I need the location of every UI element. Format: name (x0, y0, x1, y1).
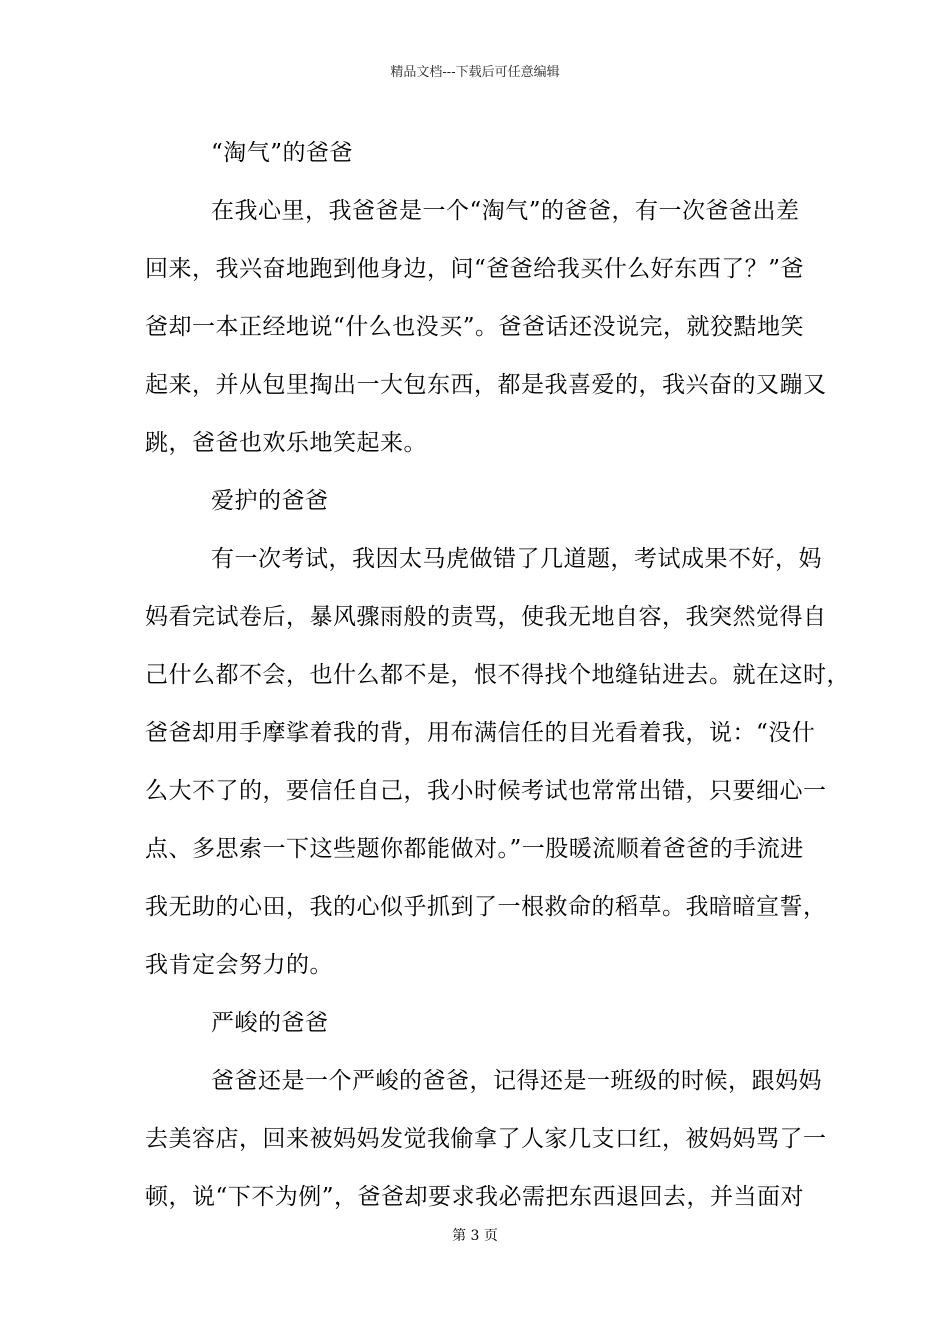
section-heading-naughty-dad: “淘气”的爸爸 (211, 140, 354, 166)
paragraph-line: 跳，爸爸也欢乐地笑起来。 (145, 430, 427, 456)
paragraph-line: 妈看完试卷后，暴风骤雨般的责骂，使我无地自容，我突然觉得自 (145, 604, 827, 630)
paragraph-line: 起来，并从包里掏出一大包东西，都是我喜爱的，我兴奋的又蹦又 (145, 372, 827, 398)
paragraph-line: 己什么都不会，也什么都不是，恨不得找个地缝钻进去。就在这时， (145, 662, 850, 688)
paragraph-line: 有一次考试，我因太马虎做错了几道题，考试成果不好，妈 (211, 546, 822, 572)
page-header: 精品文档---下载后可任意编辑 (390, 65, 560, 80)
section-heading-strict-dad: 严峻的爸爸 (211, 1010, 329, 1036)
paragraph-line: 去美容店，回来被妈妈发觉我偷拿了人家几支口红，被妈妈骂了一 (145, 1126, 827, 1152)
paragraph-line: 回来，我兴奋地跑到他身边，问“爸爸给我买什么好东西了？”爸 (145, 256, 805, 282)
paragraph-line: 爸爸还是一个严峻的爸爸，记得还是一班级的时候，跟妈妈 (211, 1068, 822, 1094)
paragraph-line: 么大不了的，要信任自己，我小时候考试也常常出错，只要细心一 (145, 778, 827, 804)
page-number: 第 3 页 (452, 1228, 498, 1244)
paragraph-line: 我无助的心田，我的心似乎抓到了一根救命的稻草。我暗暗宣誓， (145, 894, 827, 920)
paragraph-line: 顿，说“下不为例”，爸爸却要求我必需把东西退回去，并当面对 (145, 1184, 805, 1210)
paragraph-line: 爸却一本正经地说“什么也没买”。爸爸话还没说完，就狡黠地笑 (145, 314, 805, 340)
paragraph-line: 在我心里，我爸爸是一个“淘气”的爸爸，有一次爸爸出差 (211, 198, 800, 224)
paragraph-line: 点、多思索一下这些题你都能做对。”一股暖流顺着爸爸的手流进 (145, 836, 804, 862)
paragraph-line: 爸爸却用手摩挲着我的背，用布满信任的目光看着我，说：“没什 (145, 720, 816, 746)
section-heading-caring-dad: 爱护的爸爸 (211, 488, 329, 514)
paragraph-line: 我肯定会努力的。 (145, 952, 333, 978)
document-body (145, 124, 850, 1226)
